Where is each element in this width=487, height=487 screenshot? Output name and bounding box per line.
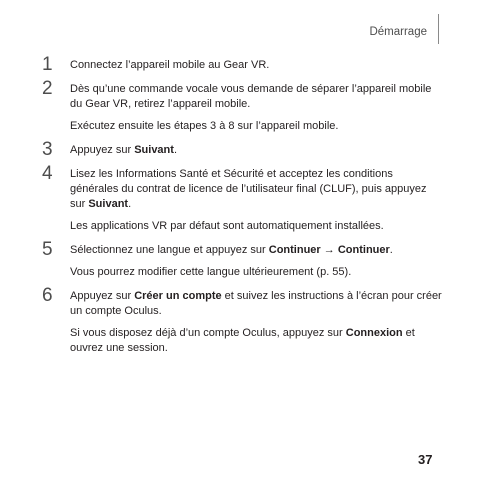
step-item (34, 78, 444, 134)
step-paragraph (70, 119, 444, 134)
ui-label-bold: Connexion (345, 327, 403, 339)
text-segment: Lisez les Informations Santé et Sécurité et acceptez les conditions générales du contrat de licence de l’utilisateur final (CLUF), puis appuyez sur (70, 168, 427, 210)
page-number: 37 (418, 452, 433, 467)
text-segment: Connectez l’appareil mobile au Gear VR. (70, 59, 270, 71)
step-number: 6 (42, 285, 53, 306)
text-segment: Exécutez ensuite les étapes 3 à 8 sur l’appareil mobile. (70, 120, 339, 132)
text-segment: Sélectionnez une langue et appuyez sur (70, 244, 269, 256)
text-segment: et ouvrez une session. (70, 327, 415, 354)
ui-label-bold: Continuer (337, 244, 390, 256)
text-segment: → (320, 244, 338, 256)
text-segment: . (173, 144, 177, 156)
steps-list (34, 54, 444, 365)
text-segment: et suivez les instructions à l’écran pour créer un compte Oculus. (70, 290, 442, 317)
header-divider (438, 14, 439, 44)
step-number: 4 (42, 163, 53, 184)
ui-label-bold: Suivant (88, 198, 129, 210)
text-segment: . (128, 198, 132, 210)
step-paragraph (70, 243, 444, 258)
ui-label-bold: Créer un compte (134, 290, 222, 302)
step-item (34, 239, 444, 280)
step-paragraph (70, 167, 444, 212)
step-number: 1 (42, 54, 53, 75)
step-item (34, 163, 444, 234)
section-title: Démarrage (369, 26, 427, 38)
step-paragraph (70, 219, 444, 234)
step-paragraph (70, 143, 444, 158)
step-paragraph (70, 82, 444, 112)
text-segment: Les applications VR par défaut sont automatiquement installées. (70, 220, 384, 232)
step-item (34, 54, 444, 75)
step-paragraph (70, 58, 444, 73)
text-segment: Appuyez sur (70, 144, 135, 156)
step-paragraph (70, 289, 444, 319)
step-number: 2 (42, 78, 53, 99)
text-segment: Appuyez sur (70, 290, 135, 302)
text-segment: Si vous disposez déjà d’un compte Oculus, appuyez sur (70, 327, 346, 339)
ui-label-bold: Suivant (134, 144, 174, 156)
step-paragraph (70, 326, 444, 356)
step-item (34, 139, 444, 160)
text-segment: Vous pourrez modifier cette langue ultérieurement (p. 55). (70, 266, 352, 278)
text-segment: Dès qu’une commande vocale vous demande de séparer l’appareil mobile du Gear VR, retirez l’appareil mobile. (70, 83, 432, 110)
text-segment: . (389, 244, 393, 256)
ui-label-bold: Continuer (268, 244, 321, 256)
step-number: 3 (42, 139, 53, 160)
step-item (34, 285, 444, 356)
step-paragraph (70, 265, 444, 280)
step-number: 5 (42, 239, 53, 260)
